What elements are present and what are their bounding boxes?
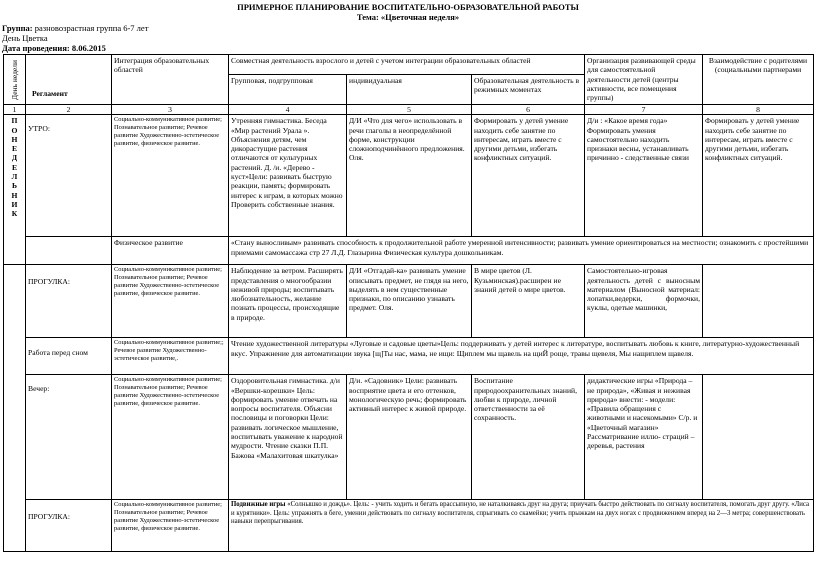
header-environment: Организация развивающей среды для самостоятельной деятельности детей (центры активности, все помещения группы)	[585, 55, 703, 105]
evening-parents-empty	[703, 375, 814, 500]
walk-edu: В мире цветов (Л. Кузьминская).расширен ие знаний детей о мире цветов.	[472, 265, 585, 338]
morning-label: УТРО:	[26, 115, 112, 237]
before-sleep-label: Работа перед сном	[26, 338, 112, 375]
col-number: 8	[703, 105, 814, 115]
day-empty-cell	[4, 265, 26, 552]
col-number: 7	[585, 105, 703, 115]
walk-group: Наблюдение за ветром. Расширять представления о многообразии неживой природы; воспитывать любознательность, желание познать процессы, происходящие в природе.	[229, 265, 347, 338]
col-number: 5	[347, 105, 472, 115]
walk2-integration: Социально-коммуникативное развитие; Познавательное развитие; Речевое развитие Художественно-эстетическое развитие, физическое развитие.	[112, 500, 229, 552]
walk2-label: ПРОГУЛКА:	[26, 500, 112, 552]
evening-edu: Воспитание природоохранительных знаний, любви к природе, личной ответственности за её сохранность.	[472, 375, 585, 500]
group-line	[2, 23, 148, 33]
group-value: разновозрастная группа 6-7 лет	[32, 23, 149, 33]
header-joint-activity: Совместная деятельность взрослого и детей с учетом интеграции образовательных областей	[229, 55, 585, 75]
physical-label-empty	[26, 237, 112, 265]
group-label: Группа:	[2, 23, 33, 33]
table-row	[4, 237, 814, 265]
walk-environment: Самостоятельно-игровая деятельность детей с выносным материалом (Выносной материал: лопатки,ведерки, формочки, куклы, одетые машинки,	[585, 265, 703, 338]
morning-edu: Формировать у детей умение находить себе занятие по интересам, играть вместе с другими детьми, избегать конфликтных ситуаций.	[472, 115, 585, 237]
walk-integration: Социально-коммуникативное развитие; Познавательное развитие; Речевое развитие Художественно-эстетическое развитие, физическое развитие.	[112, 265, 229, 338]
physical-text: «Стану выносливым» развивать способность к продолжительной работе умеренной интенсивности; развивать умение ориентироваться на местности; ознакомить с простейшими приемами самомассажа стр 27 Л.Д. Глазырина Физическая культура дошкольникам.	[229, 237, 814, 265]
morning-individual: Д/И «Что для чего» использовать в речи глаголы в неопределённой форме, конструкции сложноподчинённого предложения. Оля.	[347, 115, 472, 237]
walk-parents-empty	[703, 265, 814, 338]
morning-environment: Д/и : «Какое время года» Формировать умения самостоятельно находить признаки весны, устанавливать причинно - следственные связи	[585, 115, 703, 237]
table-row	[4, 500, 814, 552]
column-number-row	[4, 105, 814, 115]
col-number: 6	[472, 105, 585, 115]
header-day-of-week: День недели	[4, 55, 26, 105]
walk2-games-label: Подвижные игры	[231, 501, 286, 509]
evening-integration: Социально-коммуникативное развитие; Познавательное развитие; Речевое развитие Художественно-эстетическое развитие, физическое развитие.	[112, 375, 229, 500]
table-row	[4, 375, 814, 500]
header-regiment: Регламент	[26, 55, 112, 105]
evening-individual: Д/и. «Садовник» Цели: развивать восприятие цвета и его оттенков, монологическую речь; формировать активный интерес к живой природе.	[347, 375, 472, 500]
header-group-activity: Групповая, подгрупповая	[229, 75, 347, 105]
evening-environment: дидактические игры «Природа – не природа», «Живая и неживая природа» внести: - модели: «Правила обращения с животными и насекомыми» С/р. и «Цветочный магазин» Рассматривание иллю- страций – деревья, растения	[585, 375, 703, 500]
physical-integration: Физическое развитие	[112, 237, 229, 265]
walk2-cell	[229, 500, 814, 552]
header-edu-moments: Образовательная деятельность в режимных моментах	[472, 75, 585, 105]
table-row	[4, 338, 814, 375]
walk-individual: Д/И «Отгадай-ка» развивать умение описывать предмет, не глядя на него, выделять в нем существенные признаки, по описанию узнавать предмет. Оля.	[347, 265, 472, 338]
morning-integration: Социально-коммуникативное развитие; Познавательное развитие; Речевое развитие Художественно-эстетическое развитие, физическое развитие.	[112, 115, 229, 237]
walk2-text: «Солнышко и дождь». Цель: - учить ходить и бегать врассыпную, не наталкиваясь друг на друга; приучать быстро действовать по сигналу воспитателя, помогать друг другу. «Лиса и курятники». Цель: упражнять в беге, умении действовать по сигналу воспитателя, спрыгивать со скамейки; учить прыжкам на двух ногах с продвижением вперед на 2—3 метра; совершенствовать навыки перепрыгивания.	[231, 501, 809, 525]
morning-group: Утренняя гимнастика. Беседа «Мир растений Урала ». Объяснения детям, чем дикорастущие растения отличаются от культурных растений. Д. /и. «Дерево - куст»Цели: развивать быструю реакции, память; формировать интерес к играм, в которых можно Проверить собственные знания.	[229, 115, 347, 237]
morning-parents: Формировать у детей умение находить себе занятие по интересам, играть вместе с другими детьми, избегать конфликтных ситуаций.	[703, 115, 814, 237]
header-integration: Интеграция образовательных областей	[112, 55, 229, 105]
document-theme: Тема: «Цветочная неделя»	[356, 12, 460, 22]
col-number: 3	[112, 105, 229, 115]
date-line: Дата проведения: 8.06.2015	[2, 43, 106, 53]
document-title: ПРИМЕРНОЕ ПЛАНИРОВАНИЕ ВОСПИТАТЕЛЬНО-ОБРАЗОВАТЕЛЬНОЙ РАБОТЫ	[237, 2, 579, 12]
day-of-week-cell: П О Н Е Д Е Л Ь Н И К	[4, 115, 26, 265]
col-number: 1	[4, 105, 26, 115]
before-sleep-integration: Социально-коммуникативное развитие;; Речевое развитие Художественно-эстетическое развитие,.	[112, 338, 229, 375]
header-parents: Взаимодействие с родителями (социальными партнерами	[703, 55, 814, 105]
col-number: 4	[229, 105, 347, 115]
evening-label: Вечер:	[26, 375, 112, 500]
col-number: 2	[26, 105, 112, 115]
header-individual: индивидуальная	[347, 75, 472, 105]
plan-table	[3, 54, 814, 552]
evening-group: Оздоровительная гимнастика. д/и «Вершки-корешки» Цель: формировать умение отвечать на вопросы воспитателя. Объясни пословицы и поговорки Цели: развивать логическое мышление, воспитывать уважение к народной мудрости. Чтение сказки П.П. Бажова «Малахитовая шкатулка»	[229, 375, 347, 500]
before-sleep-text: Чтение художественной литературы «Луговые и садовые цветы»Цель: поддерживать у детей интерес к литературе, воспитывать любовь к книге, литературно-художественный вкус. Упражнение для автоматизации звука [щ]Ты нас, мама, не ищи: Щиплем мы щавель на щиЙ роще, травы щевеля, Мы нащиплем щавеля.	[229, 338, 814, 375]
table-row	[4, 115, 814, 237]
table-row	[4, 265, 814, 338]
walk-label: ПРОГУЛКА:	[26, 265, 112, 338]
day-name: День Цветка	[2, 33, 48, 43]
